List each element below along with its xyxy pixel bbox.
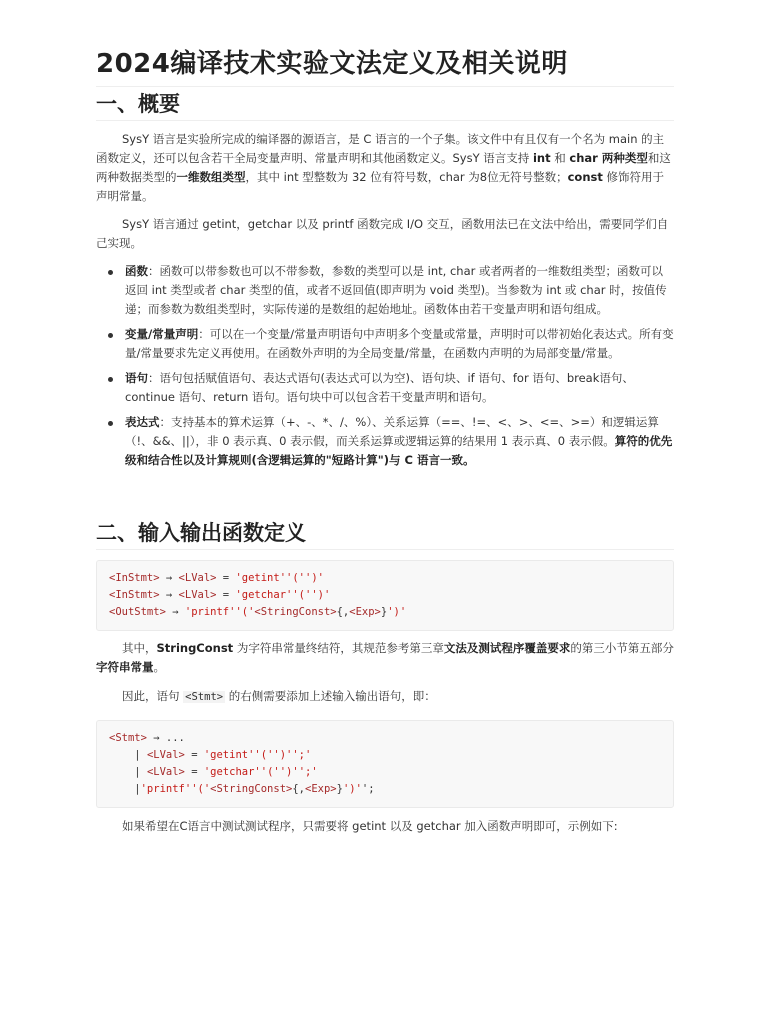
code2-line: | <LVal> = 'getint''('')'';' xyxy=(109,749,312,761)
list-item-expression: 表达式：支持基本的算术运算（+、-、*、/、%）、关系运算（==、!=、<、>、<=、>=）和逻辑运算（!、&&、||），非 0 表示真、0 表示假，而关系运算或逻辑运算的结果用 1 表示真、0 表示假。算符的优先级和结合性以及计算规则(含逻辑运算的"短路计算")与 C 语言一致。 xyxy=(96,413,674,470)
list-item-statement: 语句：语句包括赋值语句、表达式语句(表达式可以为空)、语句块、if 语句、for 语句、break语句、continue 语句、return 语句。语句块中可以包含若干变量声明和语句。 xyxy=(96,369,674,407)
test-paragraph: 如果希望在C语言中测试测试程序，只需要将 getint 以及 getchar 加入函数声明即可，示例如下: xyxy=(122,819,618,833)
bullet-icon xyxy=(108,270,113,275)
code1-line: <InStmt> → <LVal> = 'getchar''('')' xyxy=(109,589,331,601)
code2-line: <Stmt> → ... xyxy=(109,732,185,744)
code2-line: | <LVal> = 'getchar''('')'';' xyxy=(109,766,318,778)
code-block-io-grammar xyxy=(96,560,674,631)
page-title: 2024编译技术实验文法定义及相关说明 xyxy=(96,46,674,87)
stringconst-paragraph: 其中，StringConst 为字符串常量终结符，其规范参考第三章文法及测试程序覆盖要求的第三小节第五部分字符串常量。 xyxy=(96,641,674,674)
code2-line: |'printf''('<StringConst>{,<Exp>}')''; xyxy=(109,783,375,795)
bullet-icon xyxy=(108,421,113,426)
code-block-stmt-grammar xyxy=(96,720,674,808)
list-item-function: 函数：函数可以带参数也可以不带参数，参数的类型可以是 int, char 或者两者的一维数组类型；函数可以返回 int 类型或者 char 类型的值，或者不返回值(即声明为 void 类型)。当参数为 int 或 char 时，按值传递；而参数为数组类型时，实际传递的是数组的起始地址。函数体由若干变量声明和语句组成。 xyxy=(96,262,674,319)
inline-code-stmt: <Stmt> xyxy=(185,691,224,703)
list-item-declaration: 变量/常量声明：可以在一个变量/常量声明语句中声明多个变量或常量，声明时可以带初始化表达式。所有变量/常量要求先定义再使用。在函数外声明的为全局变量/常量，在函数内声明的为局部变量/常量。 xyxy=(96,325,674,363)
bullet-icon xyxy=(108,377,113,382)
section-heading-io: 二、输入输出函数定义 xyxy=(96,519,674,550)
stmt-paragraph: 因此，语句 <Stmt> 的右侧需要添加上述输入输出语句，即： xyxy=(122,689,436,703)
overview-paragraph-2: SysY 语言通过 getint，getchar 以及 printf 函数完成 I/O 交互，函数用法已在文法中给出，需要同学们自己实现。 xyxy=(96,217,669,250)
overview-paragraph-1: SysY 语言是实验所完成的编译器的源语言，是 C 语言的一个子集。该文件中有且仅有一个名为 main 的主函数定义，还可以包含若干全局变量声明、常量声明和其他函数定义。SysY 语言支持 int 和 char 两种类型和这两种数据类型的一维数组类型，其中 int 型整数为 32 位有符号数，char 为8位无符号整数；const 修饰符用于声明常量。 xyxy=(96,132,671,203)
code1-line: <InStmt> → <LVal> = 'getint''('')' xyxy=(109,572,324,584)
feature-list xyxy=(96,262,674,470)
code1-line: <OutStmt> → 'printf''('<StringConst>{,<Exp>}')' xyxy=(109,606,407,618)
bullet-icon xyxy=(108,333,113,338)
section-heading-overview: 一、概要 xyxy=(96,90,674,121)
